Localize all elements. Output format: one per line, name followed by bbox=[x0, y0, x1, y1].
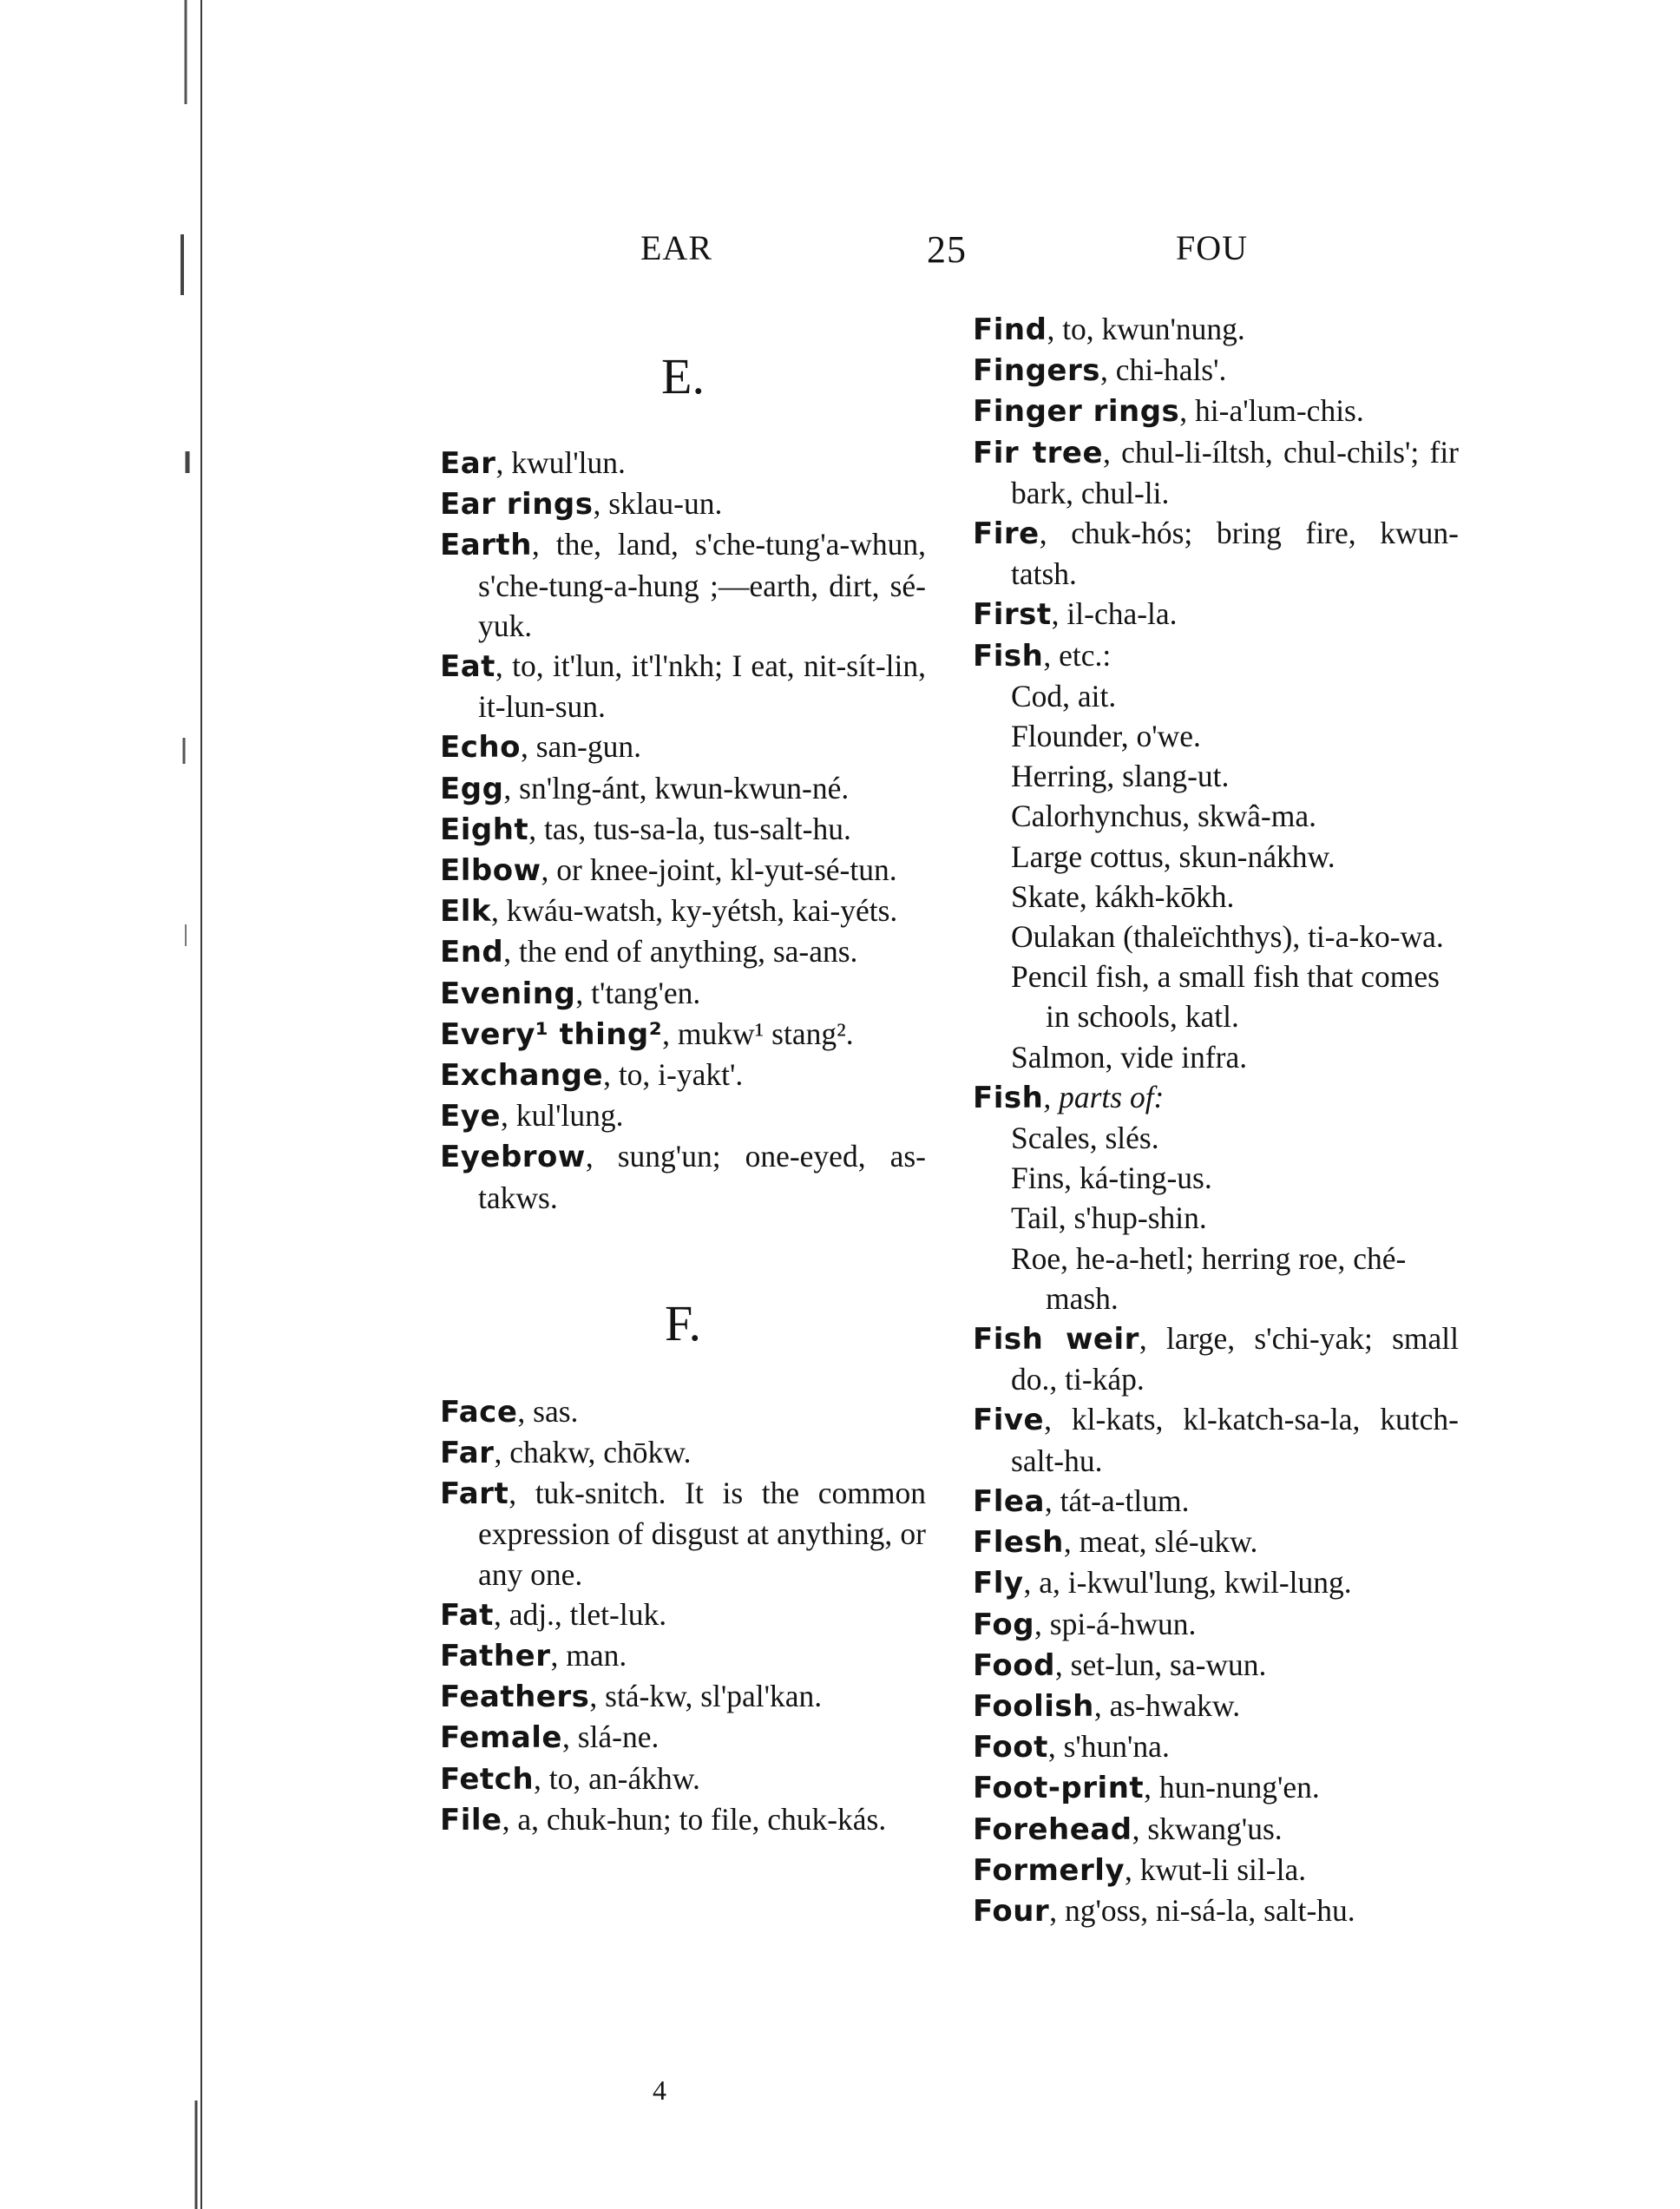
dictionary-entry bbox=[973, 309, 1459, 350]
right-column bbox=[973, 309, 1459, 1931]
dictionary-entry bbox=[440, 1014, 926, 1055]
entry-definition: , to, an-ákhw. bbox=[534, 1760, 700, 1796]
sub-entry: Fins, ká-ting-us. bbox=[1011, 1160, 1212, 1196]
entry-definition: , a, i-kwul'lung, kwil-lung. bbox=[1023, 1565, 1352, 1601]
dictionary-entry bbox=[440, 726, 926, 767]
entry-headword: File bbox=[440, 1802, 502, 1838]
entry-definition: , adj., tlet-luk. bbox=[493, 1596, 667, 1632]
entry-headword: End bbox=[440, 935, 504, 970]
entry-definition: , kul'lung. bbox=[500, 1098, 624, 1134]
sub-entry: Oulakan (thaleïchthys), ti-a-ko-wa. bbox=[1011, 919, 1444, 955]
fish-kinds-list bbox=[973, 676, 1459, 1077]
dictionary-entry bbox=[440, 524, 926, 646]
dictionary-entry bbox=[440, 1799, 926, 1840]
signature-mark: 4 bbox=[653, 2074, 666, 2106]
entry-definition: , spi-á-hwun. bbox=[1034, 1606, 1197, 1641]
entry-headword: Eight bbox=[440, 812, 529, 847]
dictionary-entry bbox=[440, 1473, 926, 1594]
entry-definition: , chul-li-íltsh, chul-chils'; fir bark, chul-li. bbox=[1011, 434, 1460, 510]
dictionary-entry bbox=[973, 1481, 1459, 1522]
dictionary-entry bbox=[440, 1136, 926, 1217]
entry-headword: Four bbox=[973, 1893, 1050, 1929]
entry-headword: Food bbox=[973, 1647, 1055, 1683]
entry-definition: , stá-kw, sl'pal'kan. bbox=[589, 1679, 823, 1714]
dictionary-entry bbox=[973, 1890, 1459, 1931]
entries-right-top bbox=[973, 309, 1459, 676]
entry-headword: Far bbox=[440, 1436, 495, 1471]
dictionary-entry bbox=[440, 1635, 926, 1676]
dictionary-entry bbox=[440, 443, 926, 483]
entry-headword: Flea bbox=[973, 1483, 1045, 1519]
entry-headword: Exchange bbox=[440, 1058, 604, 1094]
entry-definition: , ng'oss, ni-sá-la, salt-hu. bbox=[1049, 1892, 1355, 1928]
running-head-left: EAR bbox=[640, 228, 712, 267]
dictionary-entry bbox=[973, 1562, 1459, 1603]
entry-headword: Fly bbox=[973, 1566, 1024, 1601]
entry-definition: , meat, slé-ukw. bbox=[1063, 1524, 1258, 1560]
dictionary-entry bbox=[973, 1604, 1459, 1645]
entry-headword: Ear bbox=[440, 446, 496, 481]
dictionary-entry bbox=[440, 1055, 926, 1095]
dictionary-entry bbox=[440, 768, 926, 809]
section-heading-e: E. bbox=[661, 348, 705, 404]
dictionary-entry bbox=[973, 1399, 1459, 1480]
dictionary-entry bbox=[973, 1077, 1459, 1118]
entry-definition: , or knee-joint, kl-yut-sé-tun. bbox=[541, 852, 897, 888]
sub-entry: Cod, ait. bbox=[1011, 678, 1117, 713]
entry-headword: Foolish bbox=[973, 1688, 1094, 1724]
entry-headword: Eyebrow bbox=[440, 1140, 586, 1175]
entry-headword: Echo bbox=[440, 730, 521, 766]
entry-headword: Fish weir bbox=[973, 1322, 1139, 1358]
page-number: 25 bbox=[927, 228, 967, 271]
sub-entry: Pencil fish, a small fish that comes in schools, katl. bbox=[1011, 959, 1440, 1035]
entry-definition: , kl-kats, kl-katch-sa-la, kutch-salt-hu. bbox=[1011, 1402, 1459, 1478]
entry-definition: , slá-ne. bbox=[562, 1719, 660, 1755]
dictionary-entry bbox=[973, 350, 1459, 391]
entry-headword: Eye bbox=[440, 1099, 501, 1134]
entry-definition: , tuk-snitch. It is the common expression of disgust at anything, or any one. bbox=[478, 1476, 926, 1592]
entry-definition: , set-lun, sa-wun. bbox=[1054, 1647, 1267, 1682]
entry-headword: Fire bbox=[973, 516, 1040, 552]
entry-definition: , parts of: bbox=[1043, 1079, 1165, 1114]
entry-headword: Find bbox=[973, 312, 1047, 347]
dictionary-entry bbox=[973, 513, 1459, 594]
dictionary-entry bbox=[973, 1767, 1459, 1808]
entry-headword: Fetch bbox=[440, 1761, 535, 1797]
entry-definition: , t'tang'en. bbox=[575, 975, 701, 1010]
entry-definition: , man. bbox=[550, 1638, 627, 1673]
entry-definition: , sas. bbox=[517, 1393, 579, 1429]
dictionary-entry bbox=[440, 1391, 926, 1432]
dictionary-entry bbox=[440, 931, 926, 972]
entry-headword: Finger rings bbox=[973, 394, 1180, 430]
sub-entry: Salmon, vide infra. bbox=[1011, 1039, 1248, 1075]
fish-parts-heading bbox=[973, 1077, 1459, 1118]
dictionary-entry bbox=[973, 1318, 1459, 1399]
entry-headword: Five bbox=[973, 1403, 1045, 1438]
binding-edge-marks bbox=[0, 0, 226, 2209]
running-head-right: FOU bbox=[1176, 228, 1249, 267]
dictionary-entry bbox=[973, 432, 1459, 513]
sub-entry: Scales, slés. bbox=[1011, 1121, 1159, 1156]
entry-definition: , tas, tus-sa-la, tus-salt-hu. bbox=[528, 811, 851, 846]
fish-parts-list bbox=[973, 1118, 1459, 1318]
entry-definition: , sn'lng-ánt, kwun-kwun-né. bbox=[503, 770, 850, 805]
entry-definition: , skwang'us. bbox=[1132, 1811, 1283, 1846]
entry-headword: Foot bbox=[973, 1730, 1048, 1765]
section-heading-f: F. bbox=[664, 1294, 702, 1351]
entry-headword: First bbox=[973, 597, 1052, 633]
sub-entry: Large cottus, skun-nákhw. bbox=[1011, 838, 1335, 874]
dictionary-entry bbox=[440, 973, 926, 1014]
dictionary-entry bbox=[440, 850, 926, 891]
entry-headword: Formerly bbox=[973, 1852, 1125, 1888]
entry-headword: Foot-print bbox=[973, 1771, 1145, 1806]
entry-headword: Every¹ thing² bbox=[440, 1016, 663, 1052]
entry-headword: Fish bbox=[973, 1080, 1044, 1115]
sub-entry: Roe, he-a-hetl; herring roe, ché-mash. bbox=[1011, 1240, 1407, 1316]
left-column bbox=[440, 309, 926, 1840]
dictionary-entry bbox=[440, 1717, 926, 1758]
dictionary-entry bbox=[440, 646, 926, 726]
entry-definition: , a, chuk-hun; to file, chuk-kás. bbox=[502, 1801, 887, 1837]
entry-definition: , kwul'lun. bbox=[495, 445, 626, 480]
entry-headword: Female bbox=[440, 1720, 562, 1756]
entry-definition: , san-gun. bbox=[520, 729, 641, 765]
dictionary-entry bbox=[973, 391, 1459, 431]
dictionary-entry bbox=[973, 1522, 1459, 1562]
sub-entry: Herring, slang-ut. bbox=[1011, 759, 1230, 794]
entry-headword: Feathers bbox=[440, 1680, 590, 1715]
entries-f bbox=[440, 1391, 926, 1840]
dictionary-entry bbox=[440, 891, 926, 931]
entry-headword: Fat bbox=[440, 1597, 494, 1633]
entries-right-bottom bbox=[973, 1318, 1459, 1931]
entry-headword: Ear rings bbox=[440, 487, 594, 523]
entry-definition: , the end of anything, sa-ans. bbox=[503, 934, 858, 970]
dictionary-entry bbox=[973, 635, 1459, 676]
entry-headword: Elbow bbox=[440, 853, 541, 889]
dictionary-entry bbox=[440, 1095, 926, 1136]
entry-definition: , as-hwakw. bbox=[1093, 1687, 1241, 1723]
entry-definition: , chuk-hós; bring fire, kwun-tatsh. bbox=[1011, 516, 1459, 592]
dictionary-entry bbox=[440, 1594, 926, 1635]
dictionary-entry bbox=[440, 1759, 926, 1799]
sub-entry: Tail, s'hup-shin. bbox=[1011, 1200, 1207, 1236]
dictionary-entry bbox=[973, 594, 1459, 634]
entry-definition: , etc.: bbox=[1043, 637, 1112, 673]
entry-definition: , sklau-un. bbox=[593, 486, 723, 522]
entry-definition: , the, land, s'che-tung'a-whun, s'che-tung-a-hung ;—earth, dirt, sé-yuk. bbox=[478, 527, 926, 643]
entry-definition: , chakw, chōkw. bbox=[494, 1435, 692, 1470]
entry-definition: , to, i-yakt'. bbox=[603, 1057, 744, 1093]
entry-headword: Fir tree bbox=[973, 435, 1104, 470]
entry-definition: , to, kwun'nung. bbox=[1047, 312, 1245, 346]
dictionary-entry bbox=[440, 483, 926, 524]
entry-definition: , mukw¹ stang². bbox=[662, 1016, 854, 1051]
entry-definition: , large, s'chi-yak; small do., ti-káp. bbox=[1011, 1321, 1459, 1397]
entry-headword: Father bbox=[440, 1639, 551, 1674]
entry-headword: Fog bbox=[973, 1607, 1035, 1642]
sub-entry: Flounder, o'we. bbox=[1011, 719, 1201, 754]
dictionary-entry bbox=[973, 1809, 1459, 1850]
entry-headword: Evening bbox=[440, 976, 576, 1011]
entry-definition: , sung'un; one-eyed, as-takws. bbox=[478, 1139, 926, 1215]
entry-headword: Fart bbox=[440, 1476, 509, 1512]
entry-definition: , hun-nung'en. bbox=[1144, 1770, 1320, 1805]
entry-definition: , kwáu-watsh, ky-yétsh, kai-yéts. bbox=[491, 893, 898, 929]
sub-entry: Skate, kákh-kōkh. bbox=[1011, 878, 1235, 914]
dictionary-entry bbox=[440, 1432, 926, 1473]
entry-headword: Face bbox=[440, 1394, 518, 1430]
entry-definition: , tát-a-tlum. bbox=[1044, 1483, 1190, 1518]
entry-definition: , hi-a'lum-chis. bbox=[1179, 393, 1364, 429]
dictionary-entry bbox=[973, 1645, 1459, 1686]
entries-e bbox=[440, 443, 926, 1218]
dictionary-entry bbox=[973, 1686, 1459, 1726]
entry-definition: , il-cha-la. bbox=[1051, 596, 1178, 632]
entry-headword: Forehead bbox=[973, 1811, 1132, 1847]
entry-headword: Fingers bbox=[973, 353, 1100, 389]
entry-headword: Eat bbox=[440, 649, 495, 685]
dictionary-entry bbox=[440, 809, 926, 850]
dictionary-entry bbox=[973, 1850, 1459, 1890]
entry-headword: Elk bbox=[440, 894, 491, 930]
entry-definition: , kwut-li sil-la. bbox=[1125, 1851, 1307, 1887]
entry-headword: Fish bbox=[973, 638, 1044, 674]
dictionary-entry bbox=[440, 1676, 926, 1717]
entry-definition: , to, it'lun, it'l'nkh; I eat, nit-sít-lin, it-lun-sun. bbox=[478, 648, 926, 725]
dictionary-entry bbox=[973, 1726, 1459, 1767]
entry-headword: Flesh bbox=[973, 1525, 1064, 1561]
entry-headword: Egg bbox=[440, 771, 504, 806]
entry-headword: Earth bbox=[440, 528, 532, 563]
entry-definition: , s'hun'na. bbox=[1047, 1729, 1170, 1765]
entry-definition: , chi-hals'. bbox=[1100, 352, 1227, 388]
sub-entry: Calorhynchus, skwâ-ma. bbox=[1011, 799, 1316, 834]
